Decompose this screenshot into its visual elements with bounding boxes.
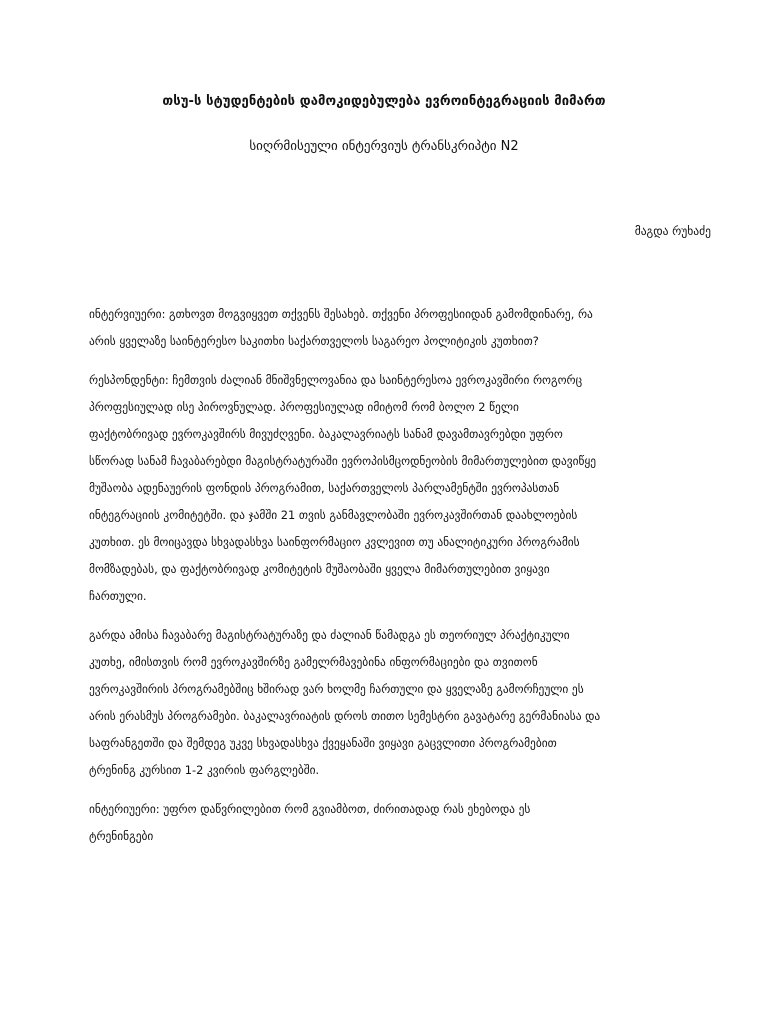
document-subtitle: სიღრმისეული ინტერვიუს ტრანსკრიპტი N2: [249, 139, 519, 154]
author-name: მაგდა რუხაძე: [634, 224, 711, 238]
text-line: საფრანგეთში და შემდეგ უკვე სხვადასხვა ქვეყანაში ვიყავი გაცვლითი პროგრამებით: [89, 736, 557, 750]
text-line: რესპონდენტი: ჩემთვის ძალიან მნიშვნელოვანია და საინტერესოა ევროკავშირი როგორც: [89, 373, 583, 387]
text-line: ჩართული.: [89, 589, 147, 603]
text-line: პროფესიულად ისე პიროვნულად. პროფესიულად იმიტომ რომ ბოლო 2 წელი: [89, 400, 519, 414]
text-line: ევროკავშირის პროგრამებშიც ხშირად ვარ ხოლმე ჩართული და ყველაზე გამორჩეული ეს: [89, 682, 584, 696]
text-line: ინტეგრაციის კომიტეტში. და ჯამში 21 თვის განმავლობაში ევროკავშირთან დაახლოების: [89, 508, 578, 522]
text-line: არის ერასმუს პროგრამები. ბაკალავრიატის დროს თითო სემესტრი გავატარე გერმანიასა და: [89, 709, 601, 723]
document-title: თსუ-ს სტუდენტების დამოკიდებულება ევროინტეგრაციის მიმართ: [162, 94, 606, 109]
text-line: სწორად სანამ ჩავაბარებდი მაგისტრატურაში ევროპისმცოდნეობის მიმართულებით დავიწყე: [89, 454, 597, 468]
text-line: ინტერვიუერი: გთხოვთ მოგვიყვეთ თქვენს შესახებ. თქვენი პროფესიიდან გამომდინარე, რა: [89, 307, 593, 321]
text-line: ტრენინგები: [89, 829, 154, 843]
text-line: მუშაობა ადენაუერის ფონდის პროგრამით, საქართველოს პარლამენტში ევროპასთან: [89, 481, 560, 495]
transcript-body: [89, 301, 689, 862]
text-line: ინტერიუერი: უფრო დაწვრილებით რომ გვიამბოთ, ძირითადად რას ეხებოდა ეს: [89, 802, 531, 816]
paragraph-interviewer-question-1: [89, 301, 689, 355]
text-line: ტრენინგ კურსით 1-2 კვირის ფარგლებში.: [89, 763, 320, 777]
paragraph-interviewer-question-2: [89, 796, 689, 850]
text-line: კუთხე, იმისთვის რომ ევროკავშირზე გამელრმავებინა ინფორმაციები და თვითონ: [89, 655, 538, 669]
paragraph-respondent-answer-1: [89, 367, 689, 610]
text-line: ფაქტობრივად ევროკავშირს მივუძღვენი. ბაკალავრიატს სანამ დავამთავრებდი უფრო: [89, 427, 563, 441]
paragraph-respondent-answer-2: [89, 622, 689, 784]
text-line: მომზადებას, და ფაქტობრივად კომიტეტის მუშაობაში ყველა მიმართულებით ვიყავი: [89, 562, 550, 576]
text-line: გარდა ამისა ჩავაბარე მაგისტრატურაზე და ძალიან წამადგა ეს თეორიულ პრაქტიკული: [89, 628, 570, 642]
text-line: არის ყველაზე საინტერესო საკითხი საქართველოს საგარეო პოლიტიკის კუთხით?: [89, 334, 539, 348]
text-line: კუთხით. ეს მოიცავდა სხვადასხვა საინფორმაციო კვლევით თუ ანალიტიკური პროგრამის: [89, 535, 580, 549]
